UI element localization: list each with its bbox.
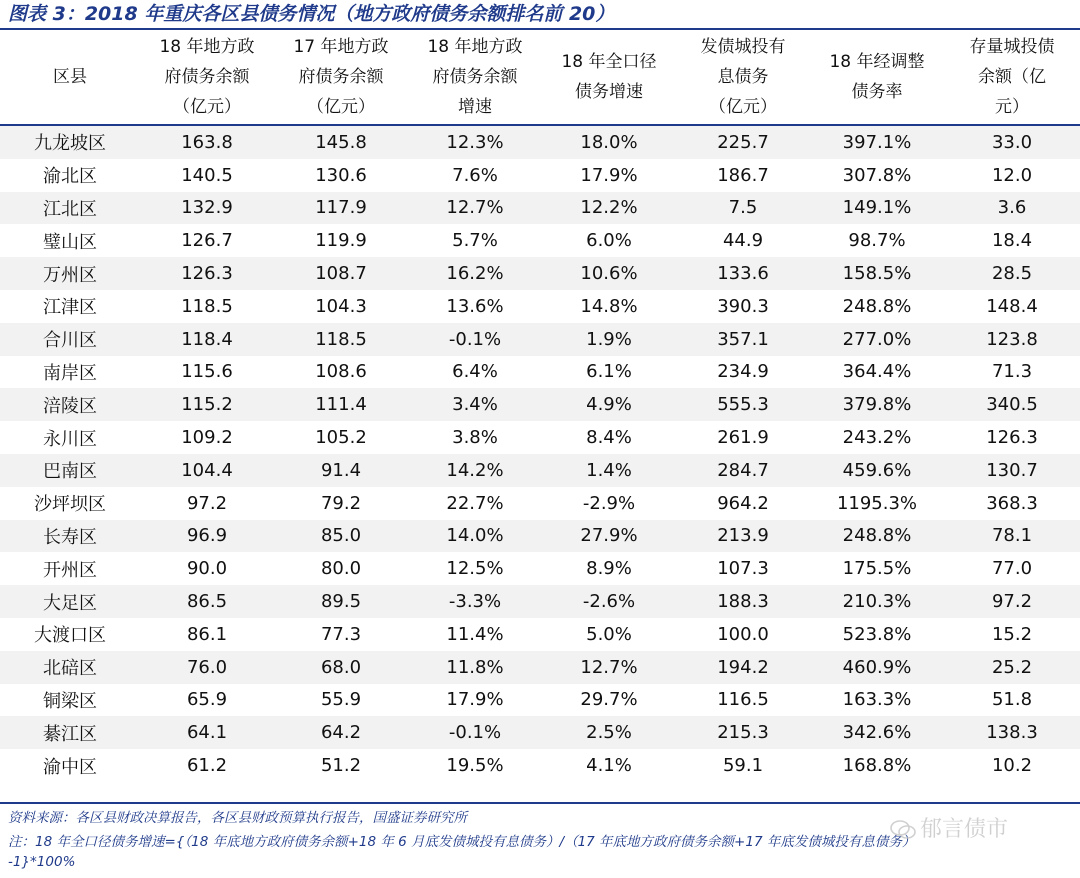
value-cell: 12.0 — [944, 159, 1080, 192]
value-cell: 12.5% — [408, 552, 542, 585]
value-cell: 27.9% — [542, 520, 676, 553]
value-cell: 168.8% — [810, 749, 944, 782]
header-lgfv-interest-debt: 发债城投有 息债务 （亿元） — [700, 37, 786, 117]
value-cell: 140.5 — [140, 159, 274, 192]
table-row — [0, 192, 1080, 225]
value-cell: 118.5 — [140, 290, 274, 323]
value-cell: 51.8 — [944, 684, 1080, 717]
value-cell: 61.2 — [140, 749, 274, 782]
figure-title: 图表 3：2018 年重庆各区县债务情况（地方政府债务余额排名前 20） — [8, 3, 615, 25]
value-cell: 3.6 — [944, 192, 1080, 225]
value-cell: 108.7 — [274, 257, 408, 290]
value-cell: 86.5 — [140, 585, 274, 618]
table-row — [0, 454, 1080, 487]
formula-note: 注：18 年全口径债务增速={（18 年底地方政府债务余额+18 年 6 月底发债城投有息债务）/（17 年底地方政府债务余额+17 年底发债城投有息债务） — [8, 834, 916, 850]
value-cell: 77.3 — [274, 618, 408, 651]
district-cell: 永川区 — [0, 421, 140, 454]
value-cell: 364.4% — [810, 356, 944, 389]
value-cell: 261.9 — [676, 421, 810, 454]
value-cell: 132.9 — [140, 192, 274, 225]
value-cell: 14.0% — [408, 520, 542, 553]
district-cell: 渝北区 — [0, 159, 140, 192]
table-header-row — [0, 30, 1080, 125]
table-row — [0, 520, 1080, 553]
value-cell: 1.4% — [542, 454, 676, 487]
value-cell: 16.2% — [408, 257, 542, 290]
value-cell: 10.6% — [542, 257, 676, 290]
value-cell: 77.0 — [944, 552, 1080, 585]
district-cell: 璧山区 — [0, 224, 140, 257]
value-cell: 130.7 — [944, 454, 1080, 487]
district-cell: 涪陵区 — [0, 388, 140, 421]
value-cell: 379.8% — [810, 388, 944, 421]
value-cell: 8.9% — [542, 552, 676, 585]
value-cell: 71.3 — [944, 356, 1080, 389]
value-cell: 76.0 — [140, 651, 274, 684]
value-cell: 186.7 — [676, 159, 810, 192]
value-cell: 210.3% — [810, 585, 944, 618]
value-cell: 12.7% — [408, 192, 542, 225]
table-row — [0, 749, 1080, 782]
value-cell: 17.9% — [408, 684, 542, 717]
value-cell: 97.2 — [944, 585, 1080, 618]
header-2018-debt-balance: 18 年地方政 府债务余额 （亿元） — [159, 37, 255, 117]
district-cell: 渝中区 — [0, 749, 140, 782]
value-cell: 25.2 — [944, 651, 1080, 684]
table-row — [0, 421, 1080, 454]
value-cell: 18.4 — [944, 224, 1080, 257]
value-cell: 65.9 — [140, 684, 274, 717]
source-note: 资料来源：各区县财政决算报告，各区县财政预算执行报告，国盛证券研究所 — [8, 810, 467, 826]
debt-table — [0, 30, 1080, 782]
value-cell: 96.9 — [140, 520, 274, 553]
value-cell: 104.4 — [140, 454, 274, 487]
value-cell: 1.9% — [542, 323, 676, 356]
value-cell: 3.4% — [408, 388, 542, 421]
table-row — [0, 125, 1080, 159]
table-row — [0, 618, 1080, 651]
table-row — [0, 388, 1080, 421]
value-cell: 33.0 — [944, 125, 1080, 159]
value-cell: 91.4 — [274, 454, 408, 487]
value-cell: 126.3 — [944, 421, 1080, 454]
value-cell: 107.3 — [676, 552, 810, 585]
table-row — [0, 585, 1080, 618]
value-cell: 368.3 — [944, 487, 1080, 520]
value-cell: 188.3 — [676, 585, 810, 618]
table-bottom-divider — [0, 802, 1080, 804]
value-cell: 5.7% — [408, 224, 542, 257]
value-cell: 19.5% — [408, 749, 542, 782]
value-cell: 55.9 — [274, 684, 408, 717]
value-cell: 248.8% — [810, 290, 944, 323]
value-cell: 29.7% — [542, 684, 676, 717]
value-cell: 459.6% — [810, 454, 944, 487]
table-row — [0, 257, 1080, 290]
value-cell: 243.2% — [810, 421, 944, 454]
value-cell: 12.2% — [542, 192, 676, 225]
formula-note-continued: -1}*100% — [8, 854, 76, 870]
district-cell: 綦江区 — [0, 716, 140, 749]
value-cell: 460.9% — [810, 651, 944, 684]
value-cell: 6.4% — [408, 356, 542, 389]
value-cell: 149.1% — [810, 192, 944, 225]
value-cell: 11.8% — [408, 651, 542, 684]
value-cell: 115.6 — [140, 356, 274, 389]
table-row — [0, 323, 1080, 356]
value-cell: 11.4% — [408, 618, 542, 651]
table-row — [0, 684, 1080, 717]
value-cell: 118.4 — [140, 323, 274, 356]
table-row — [0, 356, 1080, 389]
value-cell: 119.9 — [274, 224, 408, 257]
value-cell: 13.6% — [408, 290, 542, 323]
value-cell: 105.2 — [274, 421, 408, 454]
value-cell: 12.3% — [408, 125, 542, 159]
value-cell: 89.5 — [274, 585, 408, 618]
district-cell: 合川区 — [0, 323, 140, 356]
value-cell: 4.1% — [542, 749, 676, 782]
value-cell: 248.8% — [810, 520, 944, 553]
value-cell: -0.1% — [408, 716, 542, 749]
table-body — [0, 125, 1080, 782]
district-cell: 江津区 — [0, 290, 140, 323]
district-cell: 大渡口区 — [0, 618, 140, 651]
wechat-icon — [890, 820, 916, 840]
value-cell: -2.9% — [542, 487, 676, 520]
value-cell: 14.2% — [408, 454, 542, 487]
value-cell: 2.5% — [542, 716, 676, 749]
watermark-text: 郁言债市 — [920, 817, 1009, 842]
value-cell: 118.5 — [274, 323, 408, 356]
table-row — [0, 552, 1080, 585]
header-2018-debt-growth: 18 年地方政 府债务余额 增速 — [427, 37, 523, 117]
value-cell: 390.3 — [676, 290, 810, 323]
value-cell: 163.8 — [140, 125, 274, 159]
value-cell: 108.6 — [274, 356, 408, 389]
value-cell: 215.3 — [676, 716, 810, 749]
value-cell: 90.0 — [140, 552, 274, 585]
value-cell: 397.1% — [810, 125, 944, 159]
district-cell: 长寿区 — [0, 520, 140, 553]
value-cell: 51.2 — [274, 749, 408, 782]
value-cell: 126.7 — [140, 224, 274, 257]
table-row — [0, 224, 1080, 257]
district-cell: 大足区 — [0, 585, 140, 618]
value-cell: 97.2 — [140, 487, 274, 520]
value-cell: 523.8% — [810, 618, 944, 651]
value-cell: 225.7 — [676, 125, 810, 159]
district-cell: 北碚区 — [0, 651, 140, 684]
value-cell: 138.3 — [944, 716, 1080, 749]
header-2018-adjusted-debt-ratio: 18 年经调整 债务率 — [829, 52, 925, 102]
value-cell: 7.5 — [676, 192, 810, 225]
value-cell: 86.1 — [140, 618, 274, 651]
value-cell: 115.2 — [140, 388, 274, 421]
value-cell: 7.6% — [408, 159, 542, 192]
value-cell: 964.2 — [676, 487, 810, 520]
value-cell: 5.0% — [542, 618, 676, 651]
table-row — [0, 159, 1080, 192]
value-cell: 342.6% — [810, 716, 944, 749]
value-cell: 130.6 — [274, 159, 408, 192]
value-cell: 123.8 — [944, 323, 1080, 356]
value-cell: 357.1 — [676, 323, 810, 356]
value-cell: 175.5% — [810, 552, 944, 585]
value-cell: 148.4 — [944, 290, 1080, 323]
district-cell: 开州区 — [0, 552, 140, 585]
table-row — [0, 716, 1080, 749]
header-outstanding-lgfv-bonds: 存量城投债 余额（亿 元） — [969, 37, 1055, 117]
header-district: 区县 — [53, 67, 87, 87]
value-cell: 1195.3% — [810, 487, 944, 520]
value-cell: 158.5% — [810, 257, 944, 290]
value-cell: 3.8% — [408, 421, 542, 454]
value-cell: 10.2 — [944, 749, 1080, 782]
value-cell: 117.9 — [274, 192, 408, 225]
value-cell: 59.1 — [676, 749, 810, 782]
value-cell: 109.2 — [140, 421, 274, 454]
district-cell: 九龙坡区 — [0, 125, 140, 159]
value-cell: 284.7 — [676, 454, 810, 487]
value-cell: 340.5 — [944, 388, 1080, 421]
value-cell: 28.5 — [944, 257, 1080, 290]
district-cell: 南岸区 — [0, 356, 140, 389]
value-cell: 78.1 — [944, 520, 1080, 553]
value-cell: 111.4 — [274, 388, 408, 421]
value-cell: 145.8 — [274, 125, 408, 159]
value-cell: 80.0 — [274, 552, 408, 585]
value-cell: 18.0% — [542, 125, 676, 159]
value-cell: 104.3 — [274, 290, 408, 323]
value-cell: 64.1 — [140, 716, 274, 749]
district-cell: 万州区 — [0, 257, 140, 290]
value-cell: 22.7% — [408, 487, 542, 520]
value-cell: 133.6 — [676, 257, 810, 290]
district-cell: 沙坪坝区 — [0, 487, 140, 520]
value-cell: 100.0 — [676, 618, 810, 651]
value-cell: 14.8% — [542, 290, 676, 323]
value-cell: 277.0% — [810, 323, 944, 356]
value-cell: 6.0% — [542, 224, 676, 257]
watermark — [890, 812, 1008, 843]
header-2017-debt-balance: 17 年地方政 府债务余额 （亿元） — [293, 37, 389, 117]
value-cell: 126.3 — [140, 257, 274, 290]
district-cell: 江北区 — [0, 192, 140, 225]
value-cell: 44.9 — [676, 224, 810, 257]
value-cell: 307.8% — [810, 159, 944, 192]
value-cell: 79.2 — [274, 487, 408, 520]
district-cell: 巴南区 — [0, 454, 140, 487]
value-cell: 194.2 — [676, 651, 810, 684]
table-row — [0, 651, 1080, 684]
value-cell: 15.2 — [944, 618, 1080, 651]
value-cell: 98.7% — [810, 224, 944, 257]
value-cell: 163.3% — [810, 684, 944, 717]
value-cell: 85.0 — [274, 520, 408, 553]
value-cell: 234.9 — [676, 356, 810, 389]
district-cell: 铜梁区 — [0, 684, 140, 717]
value-cell: -3.3% — [408, 585, 542, 618]
table-row — [0, 290, 1080, 323]
value-cell: 64.2 — [274, 716, 408, 749]
value-cell: 17.9% — [542, 159, 676, 192]
header-2018-total-debt-growth: 18 年全口径 债务增速 — [561, 52, 657, 102]
value-cell: 213.9 — [676, 520, 810, 553]
value-cell: 4.9% — [542, 388, 676, 421]
value-cell: 8.4% — [542, 421, 676, 454]
value-cell: 116.5 — [676, 684, 810, 717]
value-cell: 12.7% — [542, 651, 676, 684]
value-cell: 6.1% — [542, 356, 676, 389]
value-cell: 68.0 — [274, 651, 408, 684]
value-cell: -2.6% — [542, 585, 676, 618]
value-cell: 555.3 — [676, 388, 810, 421]
table-row — [0, 487, 1080, 520]
value-cell: -0.1% — [408, 323, 542, 356]
